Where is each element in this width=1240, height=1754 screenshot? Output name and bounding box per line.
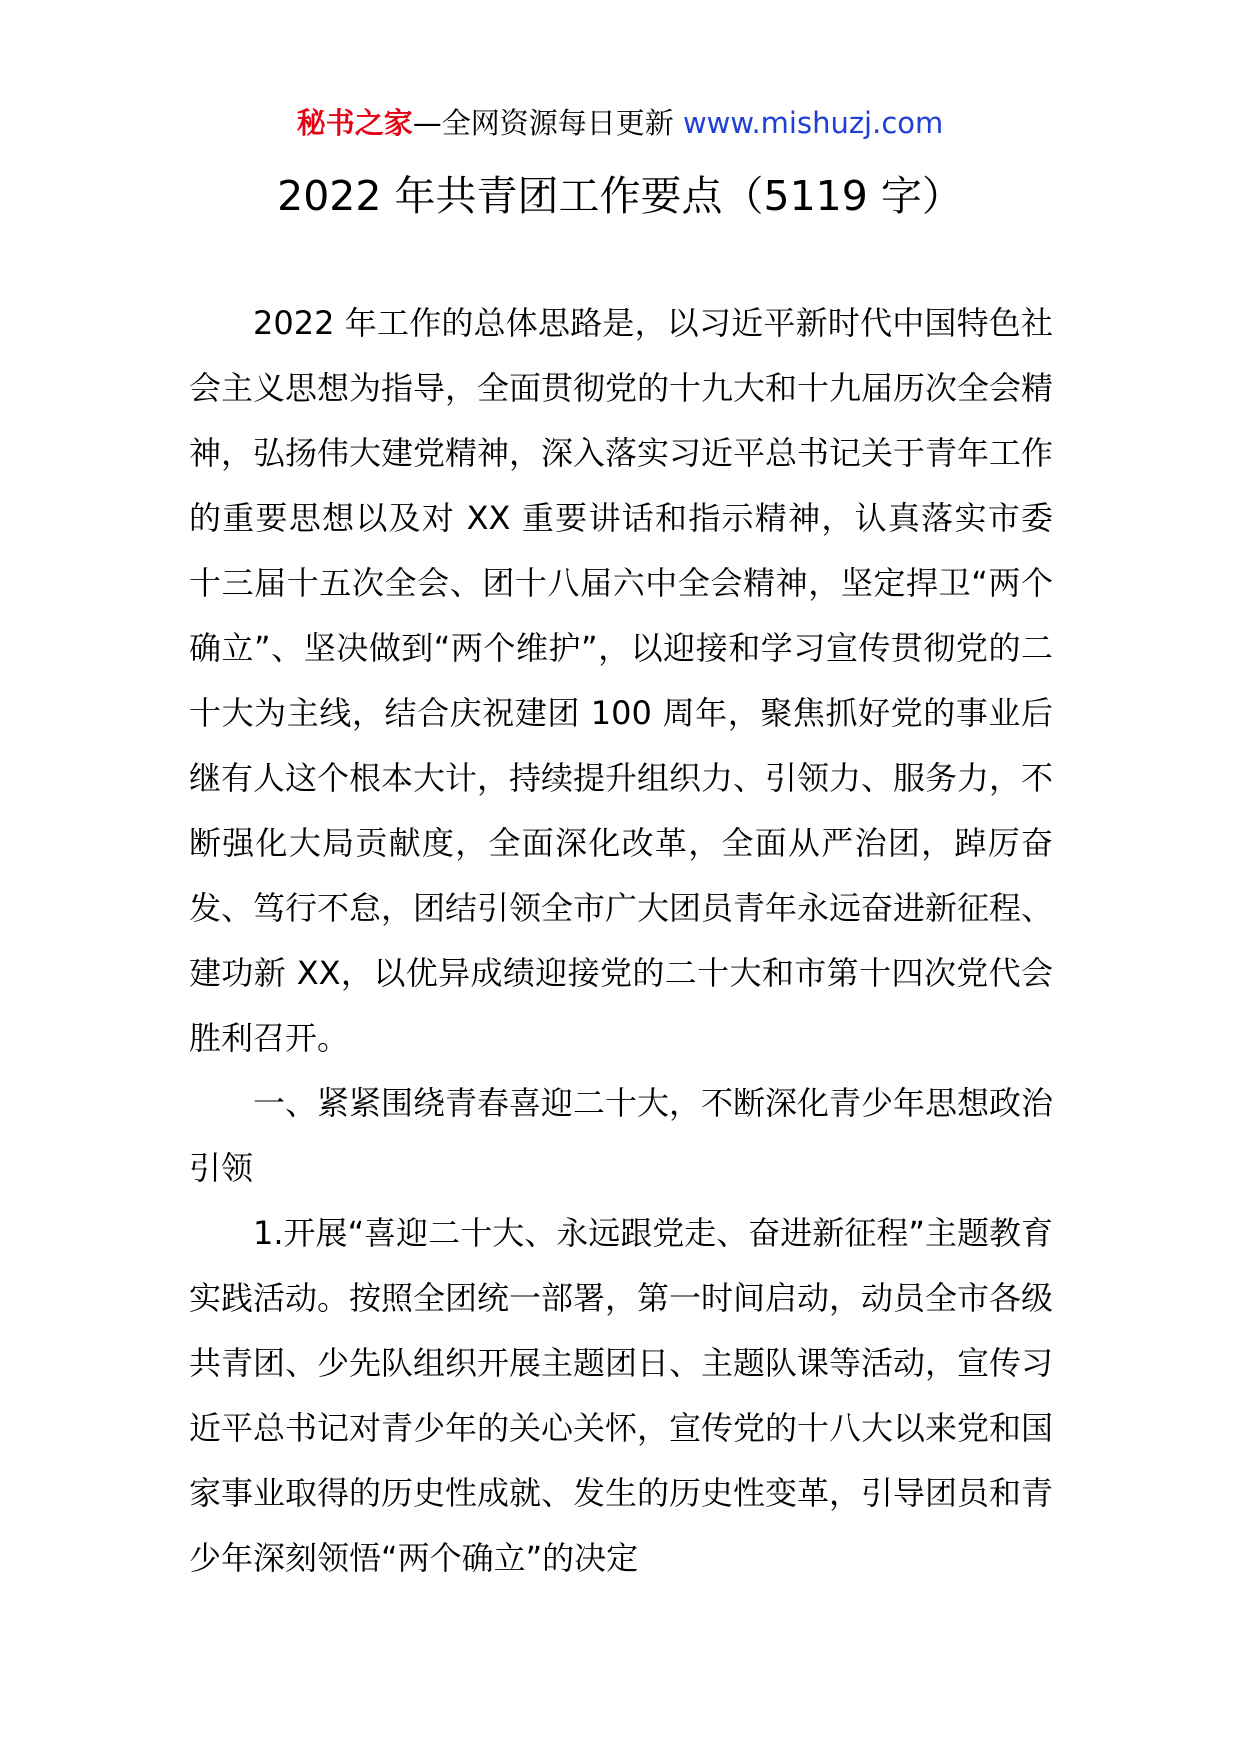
brand-name: 秘书之家 [296,106,413,140]
document-title: 2022 年共青团工作要点（5119 字） [277,172,963,220]
header-slogan: —全网资源每日更新 [412,106,674,140]
section-heading: 一、紧紧围绕青春喜迎二十大，不断深化青少年思想政治引领 [189,1084,1054,1187]
document-body [189,291,1053,1591]
site-header [0,103,1240,143]
item-paragraph: 1.开展“喜迎二十大、永远跟党走、奋进新征程”主题教育实践活动。按照全团统一部署，第一时间启动，动员全市各级共青团、少先队组织开展主题团日、主题队课等活动，宣传习近平总书记对青少年的关心关怀，宣传党的十八大以来党和国家事业取得的历史性成就、发生的历史性变革，引导团员和青少年深刻领悟“两个确立”的决定 [189,1214,1054,1577]
site-url-link[interactable]: www.mishuzj.com [682,106,944,140]
intro-paragraph: 2022 年工作的总体思路是，以习近平新时代中国特色社会主义思想为指导，全面贯彻党的十九大和十九届历次全会精神，弘扬伟大建党精神，深入落实习近平总书记关于青年工作的重要思想以及对 XX 重要讲话和指示精神，认真落实市委十三届十五次全会、团十八届六中全会精神，坚定捍卫“两个确立”、坚决做到“两个维护”，以迎接和学习宣传贯彻党的二十大为主线，结合庆祝建团 100 周年，聚焦抓好党的事业后继有人这个根本大计，持续提升组织力、引领力、服务力，不断强化大局贡献度，全面深化改革，全面从严治团，踔厉奋发、笃行不怠，团结引领全市广大团员青年永远奋进新征程、建功新 XX，以优异成绩迎接党的二十大和市第十四次党代会胜利召开。 [189,304,1054,1057]
